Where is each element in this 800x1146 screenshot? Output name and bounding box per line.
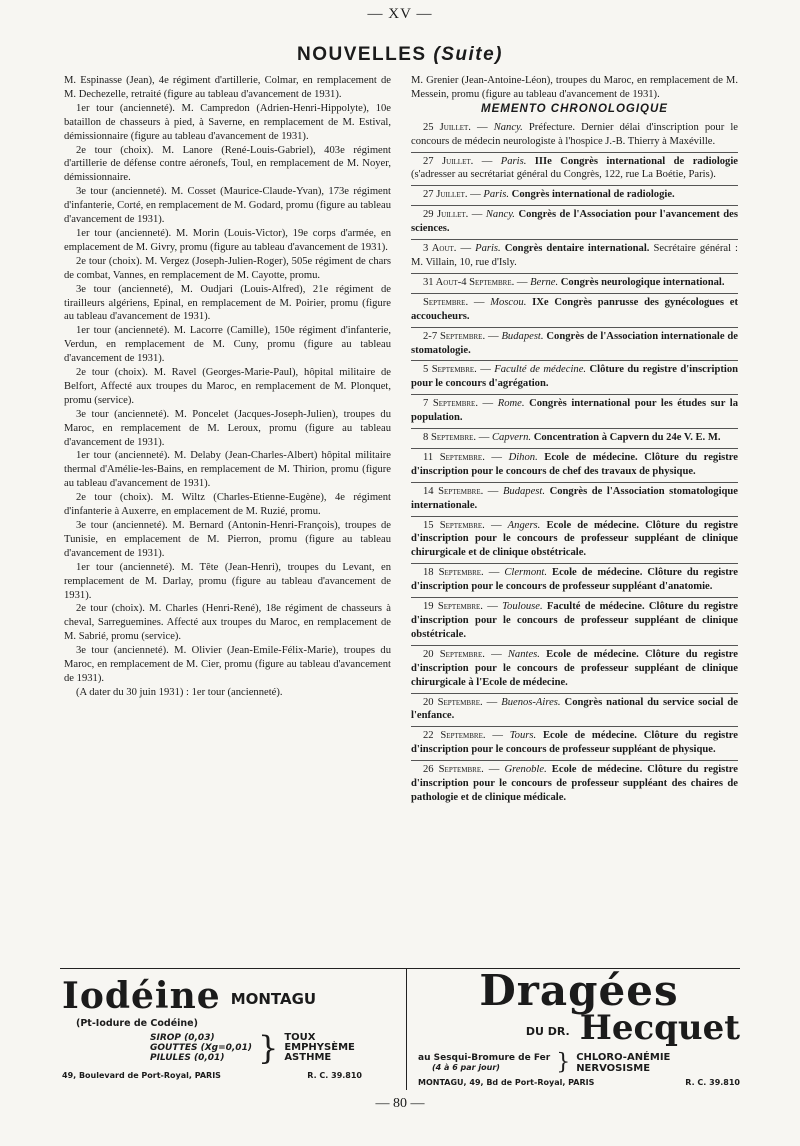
event-date: 18 Septembre.	[423, 567, 484, 579]
ad-divider-vertical	[406, 968, 407, 1090]
nomination-paragraph: (A dater du 30 juin 1931) : 1er tour (ancienneté).	[76, 686, 283, 698]
memento-event: 7 Septembre. — Rome. Congrès international pour les études sur la population.	[411, 395, 738, 429]
event-date: 29 Juillet.	[423, 209, 469, 221]
event-title: Congrès international de radiologie.	[511, 189, 675, 201]
dragees-advertisement	[418, 968, 740, 1087]
dragees-details	[418, 1050, 740, 1075]
memento-event: Septembre. — Moscou. IXe Congrès panrusse des gynécologues et accoucheurs.	[411, 294, 738, 328]
iodeine-form: SIROP (0,03)	[150, 1033, 215, 1043]
event-date: 27 Juillet.	[423, 189, 468, 201]
event-title: Congrès neurologique international.	[560, 276, 725, 288]
event-place: Moscou.	[490, 296, 527, 308]
memento-event: 11 Septembre. — Dihon. Ecole de médecine. Clôture du registre d'inscription pour le concours de chef des travaux de physique.	[411, 449, 738, 483]
event-date: 8 Septembre.	[423, 432, 477, 444]
event-title: Ecole de médecine. Clôture du registre d'inscription pour le concours de professeur suppléant des chaires de pathologie et de clinique médicale.	[411, 764, 738, 803]
event-date: 7 Septembre.	[423, 398, 478, 410]
nomination-paragraph: 1er tour (ancienneté). M. Campredon (Adrien-Henri-Hippolyte), 10e bataillon de chasseurs à pied, à Saverne, en remplacement de M. Estival, démissionnaire (figure au tableau d'avancement de 1931).	[64, 102, 391, 142]
memento-event: 29 Juillet. — Nancy. Congrès de l'Association pour l'avancement des sciences.	[411, 206, 738, 240]
event-place: Faculté de médecine.	[494, 364, 587, 376]
iodeine-registration: R. C. 39.810	[307, 1071, 362, 1080]
memento-event: 15 Septembre. — Angers. Ecole de médecine. Clôture du registre d'inscription pour le concours de professeur suppléant de clinique chirurgicale et de clinique obstétricale.	[411, 517, 738, 565]
event-title: Ecole de médecine. Clôture du registre d'inscription pour le concours de professeur suppléant de clinique chirurgicale à l'Ecole de médecine.	[411, 648, 738, 688]
memento-event: 2-7 Septembre. — Budapest. Congrès de l'Association internationale de stomatologie.	[411, 328, 738, 362]
event-title: Clôture du registre d'inscription pour le concours d'agrégation.	[411, 364, 739, 390]
nomination-paragraph: 3e tour (ancienneté), M. Oudjari (Louis-Alfred), 21e régiment de tirailleurs algériens, Epinal, en remplacement de M. Poirier, promu (figure au tableau d'avancement de 1931).	[64, 283, 391, 323]
event-title: Ecole de médecine. Clôture du registre d'inscription pour le concours de professeur suppléant d'anatomie.	[411, 567, 738, 593]
dragees-composition: au Sesqui-Bromure de Fer	[418, 1052, 551, 1063]
iodeine-name: Iodéine	[62, 975, 221, 1017]
nomination-paragraph: M. Espinasse (Jean), 4e régiment d'artillerie, Colmar, en remplacement de M. Dechezelle, retraité (figure au tableau d'avancement de 1931).	[64, 75, 391, 100]
event-details: (s'adresser au secrétariat général du Congrès, 122, rue La Boétie, Paris).	[411, 169, 716, 181]
right-column	[411, 74, 738, 808]
iodeine-brand: MONTAGU	[230, 990, 317, 1008]
memento-title: MEMENTO CHRONOLOGIQUE	[481, 102, 668, 115]
event-date: 2-7 Septembre.	[423, 330, 486, 342]
nomination-paragraph: 1er tour (ancienneté). M. Tête (Jean-Henri), troupes du Levant, en remplacement de M. Darlay, promu (figure au tableau d'avancement de 1931).	[64, 561, 391, 601]
event-details: Secrétaire général : M. Villain, 10, rue d'Isly.	[411, 243, 738, 268]
iodeine-form: GOUTTES (Xg=0,01)	[150, 1043, 252, 1053]
event-place: Rome.	[497, 398, 525, 410]
du-dr-label: DU DR.	[525, 1025, 570, 1038]
event-place: Clermont.	[504, 567, 547, 579]
iodeine-forms	[150, 1033, 252, 1063]
memento-event: 18 Septembre. — Clermont. Ecole de médecine. Clôture du registre d'inscription pour le concours de professeur suppléant d'anatomie.	[411, 564, 738, 598]
section-title	[0, 44, 800, 66]
event-place: Grenoble.	[504, 764, 547, 776]
event-date: 11 Septembre.	[423, 451, 485, 463]
memento-event: 19 Septembre. — Toulouse. Faculté de médecine. Clôture du registre d'inscription pour le concours de professeur suppléant de clinique obstétricale.	[411, 598, 738, 646]
hecquet-brand: Hecquet	[579, 1008, 740, 1048]
event-title: Ecole de médecine. Clôture du registre d'inscription pour le concours de professeur suppléant de clinique chirurgicale et de clinique obstétricale.	[411, 519, 739, 559]
memento-event: 20 Septembre. — Buenos-Aires. Congrès national du service social de l'enfance.	[411, 694, 738, 728]
right-intro-paragraph: M. Grenier (Jean-Antoine-Léon), troupes du Maroc, en remplacement de M. Messein, promu (figure au tableau d'avancement de 1931).	[411, 75, 738, 100]
memento-event: 31 Aout-4 Septembre. — Berne. Congrès neurologique international.	[411, 274, 738, 294]
event-place: Berne.	[530, 276, 559, 288]
dragees-name: Dragées	[479, 966, 679, 1015]
event-place: Budapest.	[502, 485, 546, 497]
event-title: Congrès de l'Association pour l'avancement des sciences.	[411, 209, 738, 235]
memento-event: 14 Septembre. — Budapest. Congrès de l'Association stomatologique internationale.	[411, 483, 738, 517]
iodeine-indication: TOUX	[284, 1032, 316, 1043]
iodeine-indication: EMPHYSÈME	[284, 1042, 355, 1053]
nomination-paragraph: 2e tour (choix). M. Lanore (René-Louis-Gabriel), 403e régiment d'artillerie de défense contre aéronefs, Toul, en remplacement de M. Noyer, démissionnaire.	[64, 144, 391, 184]
memento-event: 8 Septembre. — Capvern. Concentration à Capvern du 24e V. E. M.	[411, 429, 738, 449]
brace-glyph: }	[257, 1029, 279, 1067]
page-number: — 80 —	[375, 1096, 425, 1111]
memento-event: 3 Aout. — Paris. Congrès dentaire international. Secrétaire général : M. Villain, 10, rue d'Isly.	[411, 240, 738, 274]
event-title: IXe Congrès panrusse des gynécologues et accoucheurs.	[411, 296, 738, 322]
event-title: Congrès de l'Association stomatologique internationale.	[411, 485, 738, 511]
iodeine-form: PILULES (0,01)	[150, 1053, 225, 1063]
memento-event: 20 Septembre. — Nantes. Ecole de médecine. Clôture du registre d'inscription pour le concours de professeur suppléant de clinique chirurgicale à l'Ecole de médecine.	[411, 646, 738, 694]
section-title-text: NOUVELLES	[296, 44, 427, 65]
memento-event: 27 Juillet. — Paris. IIIe Congrès international de radiologie (s'adresser au secrétariat général du Congrès, 122, rue La Boétie, Paris).	[411, 153, 738, 187]
event-place: Paris.	[500, 155, 527, 167]
memento-events-list	[411, 119, 738, 808]
event-place: Nancy.	[485, 209, 515, 221]
section-title-suite: (Suite)	[433, 44, 503, 65]
event-title: IIIe Congrès international de radiologie	[534, 155, 739, 167]
event-date: 15 Septembre.	[423, 519, 485, 531]
event-date: 19 Septembre.	[423, 601, 483, 613]
dragees-dose: (4 à 6 par jour)	[432, 1062, 500, 1072]
event-place: Tours.	[509, 730, 537, 742]
left-column	[64, 74, 391, 700]
event-place: Nantes.	[507, 648, 540, 660]
nomination-paragraph: 2e tour (choix). M. Vergez (Joseph-Julien-Roger), 505e régiment de chars de combat, Vannes, en remplacement de M. Cayotte, promu.	[64, 255, 391, 281]
event-date: 14 Septembre.	[423, 485, 484, 497]
event-place: Toulouse.	[502, 601, 543, 613]
dragees-address: MONTAGU, 49, Bd de Port-Royal, PARIS	[418, 1078, 595, 1087]
nomination-paragraph: 3e tour (ancienneté). M. Poncelet (Jacques-Joseph-Julien), troupes du Maroc, en remplacement de M. Leroux, promu (figure au tableau d'avancement de 1931).	[64, 408, 391, 448]
iodeine-subtitle: (Pt-Iodure de Codéine)	[76, 1018, 198, 1029]
nomination-paragraph: 1er tour (ancienneté). M. Lacorre (Camille), 150e régiment d'infanterie, Verdun, en remplacement de M. Cuny, promu (figure au tableau d'avancement de 1931).	[64, 325, 391, 365]
event-place: Nancy.	[493, 121, 523, 133]
dragees-registration: R. C. 39.810	[685, 1078, 740, 1087]
iodeine-advertisement	[62, 976, 402, 1080]
event-place: Buenos-Aires.	[501, 696, 561, 708]
event-title: Congrès international pour les études sur la population.	[411, 398, 739, 424]
event-place: Capvern.	[491, 432, 532, 444]
event-date: 27 Juillet.	[423, 155, 474, 167]
memento-event: 22 Septembre. — Tours. Ecole de médecine. Clôture du registre d'inscription pour le concours de professeur suppléant de physique.	[411, 727, 738, 761]
event-title: Congrès de l'Association internationale de stomatologie.	[411, 330, 738, 356]
dragees-indications	[576, 1052, 670, 1074]
event-place: Angers.	[507, 519, 541, 531]
event-details: Préfecture. Dernier délai d'inscription pour le concours de médecin neurologiste à l'hospice J.-B. Thierry à Maxéville.	[411, 121, 738, 147]
nomination-paragraph: 1er tour (ancienneté). M. Morin (Louis-Victor), 19e corps d'armée, en emplacement de M. Givry, promu (figure au tableau d'avancement de 1931).	[64, 227, 391, 253]
iodeine-indication: ASTHME	[284, 1052, 332, 1063]
event-title: Faculté de médecine. Clôture du registre d'inscription pour le concours de professeur suppléant de clinique obstétricale.	[411, 601, 739, 640]
event-place: Budapest.	[501, 330, 544, 342]
iodeine-address: 49, Boulevard de Port-Royal, PARIS	[62, 1071, 221, 1080]
event-title: Ecole de médecine. Clôture du registre d'inscription pour le concours de chef des travaux de physique.	[411, 451, 738, 477]
nomination-paragraph: 1er tour (ancienneté). M. Delaby (Jean-Charles-Albert) hôpital militaire thermal d'Amélie-les-Bains, en remplacement de M. Thirion, promu (figure au tableau d'avancement de 1931).	[64, 450, 391, 490]
iodeine-address-row	[62, 1071, 362, 1080]
event-place: Paris.	[483, 189, 510, 201]
dragees-indication: CHLORO-ANÉMIE	[576, 1051, 671, 1063]
nomination-paragraph: 3e tour (ancienneté). M. Olivier (Jean-Emile-Félix-Marie), troupes du Maroc, en remplacement de M. Cier, promu (figure au tableau d'avancement de 1931).	[64, 645, 391, 684]
nomination-paragraph: 3e tour (ancienneté). M. Bernard (Antonin-Henri-François), troupes de Tunisie, en emplacement de M. Pierron, promu (figure au tableau d'avancement de 1931).	[64, 520, 391, 559]
hecquet-line	[418, 1010, 740, 1046]
dragees-composition-block	[418, 1053, 550, 1073]
event-date: 20 Septembre.	[423, 696, 483, 708]
event-date: 3 Aout.	[423, 243, 457, 255]
nomination-paragraph: 3e tour (ancienneté). M. Cosset (Maurice-Claude-Yvan), 173e régiment d'infanterie, Corté, en remplacement de M. Godard, promu (figure au tableau d'avancement de 1931).	[64, 186, 391, 226]
event-date: Septembre.	[423, 296, 469, 308]
event-date: 22 Septembre.	[423, 730, 486, 742]
event-title: Concentration à Capvern du 24e V. E. M.	[533, 432, 721, 444]
event-date: 25 Juillet.	[423, 121, 471, 133]
event-title: Ecole de médecine. Clôture du registre d'inscription pour le concours de professeur suppléant de physique.	[411, 730, 739, 756]
event-date: 31 Aout-4 Septembre.	[423, 276, 515, 288]
memento-event: 25 Juillet. — Nancy. Préfecture. Dernier délai d'inscription pour le concours de médecin neurologiste à l'hospice J.-B. Thierry à Maxéville.	[411, 119, 738, 153]
event-place: Paris.	[475, 243, 501, 255]
event-place: Dihon.	[508, 451, 538, 463]
memento-event: 26 Septembre. — Grenoble. Ecole de médecine. Clôture du registre d'inscription pour le concours de professeur suppléant des chaires de pathologie et de clinique médicale.	[411, 764, 738, 803]
event-date: 20 Septembre.	[423, 648, 485, 660]
nomination-paragraph: 2e tour (choix). M. Charles (Henri-René), 18e régiment de chasseurs à cheval, Sarreguemines. Affecté aux troupes du Maroc, en remplacement de M. Sabrié, promu (service).	[64, 603, 391, 643]
event-date: 5 Septembre.	[423, 364, 477, 376]
dragees-address-row	[418, 1078, 740, 1087]
event-title: Congrès dentaire international.	[504, 243, 650, 255]
event-date: 26 Septembre.	[423, 764, 484, 776]
brace-glyph: }	[556, 1050, 571, 1075]
nomination-paragraph: 2e tour (choix). M. Ravel (Georges-Marie-Paul), hôpital militaire de Belfort, Affecté aux troupes du Maroc, en remplacement de M. Plonquet, promu (service).	[64, 367, 391, 406]
nomination-paragraph: 2e tour (choix). M. Wiltz (Charles-Etienne-Eugène), 4e régiment d'infanterie à Auxerre, en emplacement de M. Ruzié, promu.	[64, 492, 391, 518]
iodeine-forms-block	[150, 1029, 402, 1067]
iodeine-indications	[284, 1033, 355, 1063]
page-roman-numeral: — XV —	[367, 6, 433, 22]
event-title: Congrès national du service social de l'enfance.	[411, 696, 739, 722]
dragees-indication: NERVOSISME	[576, 1062, 651, 1074]
memento-event: 27 Juillet. — Paris. Congrès international de radiologie.	[411, 186, 738, 206]
memento-event: 5 Septembre. — Faculté de médecine. Clôture du registre d'inscription pour le concours d'agrégation.	[411, 361, 738, 395]
